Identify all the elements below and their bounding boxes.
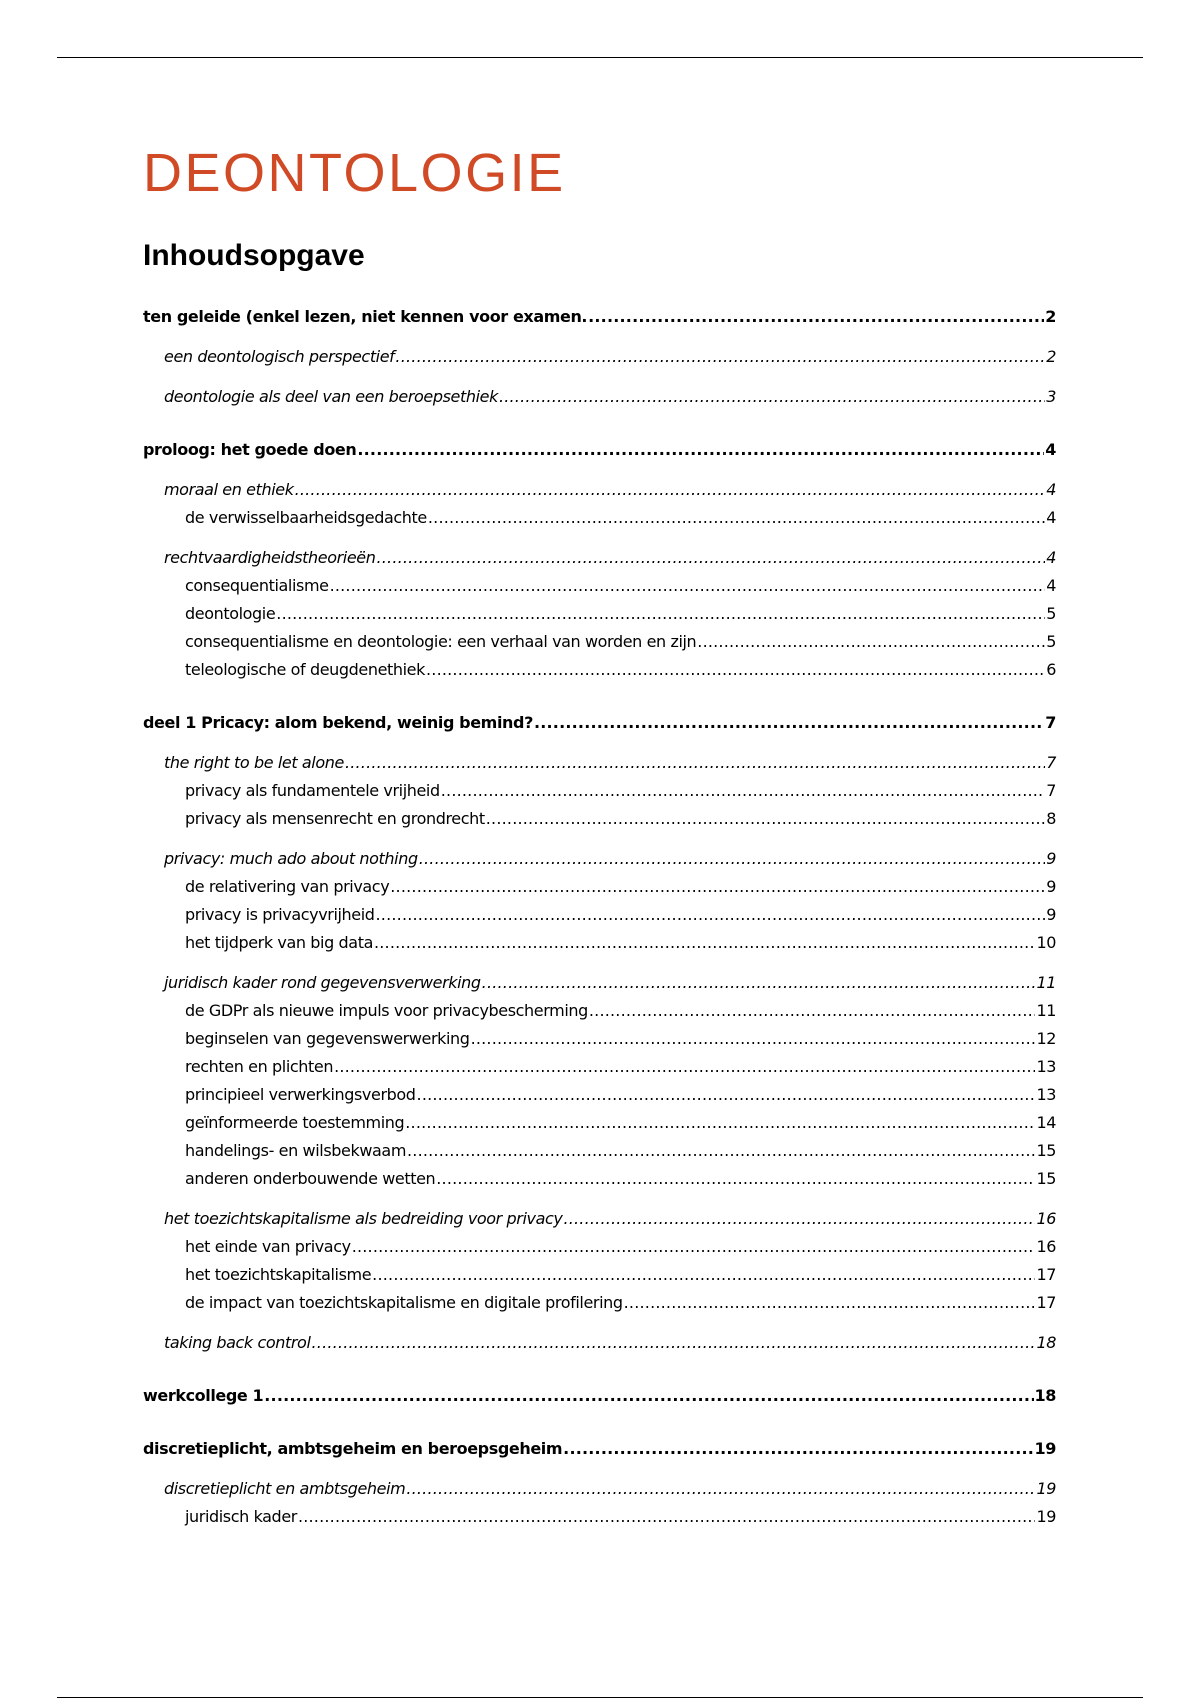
toc-dot-leader [298,1504,1035,1530]
toc-entry-title: moraal en ethiek [164,480,294,499]
toc-entry-title: de impact van toezichtskapitalisme en digitale profilering [185,1293,623,1312]
toc-entry-page-number: 4 [1046,576,1056,595]
toc-entry-page-number: 11 [1036,973,1056,992]
toc-entry-title: rechten en plichten [185,1057,334,1076]
toc-dot-leader [345,750,1045,776]
toc-dot-leader [264,1383,1033,1409]
toc-dot-leader [276,601,1045,627]
toc-entry[interactable] [185,573,1056,599]
toc-entry-page-number: 9 [1046,877,1056,896]
toc-entry-title: the right to be let alone [164,753,344,772]
toc-dot-leader [482,970,1036,996]
toc-dot-leader [376,902,1046,928]
toc-entry[interactable] [164,477,1056,503]
toc-entry-title: privacy is privacyvrijheid [185,905,375,924]
toc-entry-page-number: 15 [1036,1169,1056,1188]
toc-entry[interactable] [143,304,1056,330]
toc-entry-page-number: 18 [1034,1386,1056,1405]
toc-entry[interactable] [185,902,1056,928]
toc-dot-leader [372,1262,1035,1288]
toc-entry-title: discretieplicht en ambtsgeheim [164,1479,406,1498]
toc-entry[interactable] [185,657,1056,683]
toc-entry-title: ten geleide (enkel lezen, niet kennen voor examen. [143,307,588,326]
toc-entry-page-number: 11 [1036,1001,1056,1020]
toc-entry-page-number: 10 [1036,933,1056,952]
toc-entry[interactable] [185,1054,1056,1080]
toc-dot-leader [376,545,1045,571]
toc-entry-title: anderen onderbouwende wetten [185,1169,436,1188]
toc-dot-leader [624,1290,1036,1316]
toc-dot-leader [330,573,1046,599]
toc-entry-title: het toezichtskapitalisme [185,1265,372,1284]
toc-entry[interactable] [185,1262,1056,1288]
toc-entry[interactable] [185,601,1056,627]
toc-entry[interactable] [185,998,1056,1024]
toc-entry[interactable] [185,1504,1056,1530]
toc-entry-page-number: 13 [1036,1085,1056,1104]
toc-entry-page-number: 4 [1046,480,1056,499]
toc-entry-page-number: 12 [1036,1029,1056,1048]
toc-entry[interactable] [185,1234,1056,1260]
toc-entry[interactable] [164,750,1056,776]
toc-entry[interactable] [164,970,1056,996]
toc-dot-leader [357,437,1044,463]
toc-entry[interactable] [164,545,1056,571]
toc-entry-page-number: 3 [1046,387,1056,406]
toc-entry-title: de relativering van privacy [185,877,390,896]
toc-dot-leader [334,1054,1035,1080]
toc-entry-page-number: 5 [1046,604,1056,623]
toc-entry-page-number: 6 [1046,660,1056,679]
toc-entry-page-number: 17 [1036,1265,1056,1284]
header-rule [57,57,1143,58]
toc-entry-title: taking back control [164,1333,311,1352]
toc-entry-page-number: 5 [1046,632,1056,651]
toc-entry-title: proloog: het goede doen [143,440,357,459]
toc-entry-title: werkcollege 1 [143,1386,264,1405]
footer-rule [57,1697,1143,1698]
toc-entry-title: deontologie als deel van een beroepsethiek [164,387,498,406]
toc-dot-leader [428,505,1045,531]
toc-entry[interactable] [185,778,1056,804]
toc-entry[interactable] [185,874,1056,900]
toc-dot-leader [395,344,1045,370]
toc-entry-title: principieel verwerkingsverbod [185,1085,416,1104]
toc-entry-title: rechtvaardigheidstheorieën [164,548,376,567]
toc-entry[interactable] [185,1138,1056,1164]
toc-dot-leader [426,657,1045,683]
toc-dot-leader [441,778,1045,804]
toc-dot-leader [405,1110,1035,1136]
toc-entry-page-number: 7 [1046,781,1056,800]
toc-dot-leader [471,1026,1036,1052]
toc-dot-leader [312,1330,1036,1356]
toc-entry[interactable] [164,384,1056,410]
toc-dot-leader [589,998,1036,1024]
toc-dot-leader [563,1436,1033,1462]
toc-entry[interactable] [143,710,1056,736]
toc-dot-leader [534,710,1044,736]
document-title: DEONTOLOGIE [143,143,566,203]
toc-entry-page-number: 9 [1046,905,1056,924]
toc-entry-page-number: 8 [1046,809,1056,828]
toc-dot-leader [295,477,1046,503]
toc-entry-title: consequentialisme en deontologie: een verhaal van worden en zijn [185,632,697,651]
toc-entry-title: het einde van privacy [185,1237,351,1256]
toc-dot-leader [406,1476,1035,1502]
toc-dot-leader [407,1138,1035,1164]
toc-entry-title: teleologische of deugdenethiek [185,660,425,679]
toc-entry-page-number: 4 [1046,548,1056,567]
toc-entry-title: de verwisselbaarheidsgedachte [185,508,427,527]
toc-dot-leader [563,1206,1035,1232]
toc-entry[interactable] [164,344,1056,370]
toc-entry[interactable] [185,930,1056,956]
toc-entry-title: handelings- en wilsbekwaam [185,1141,406,1160]
toc-entry-page-number: 7 [1046,753,1056,772]
toc-entry[interactable] [185,806,1056,832]
toc-dot-leader [390,874,1045,900]
toc-dot-leader [486,806,1045,832]
toc-entry-page-number: 14 [1036,1113,1056,1132]
toc-entry-page-number: 17 [1036,1293,1056,1312]
toc-entry-title: een deontologisch perspectief [164,347,395,366]
toc-entry-page-number: 2 [1045,307,1056,326]
toc-entry-title: juridisch kader rond gegevensverwerking [164,973,481,992]
toc-entry-page-number: 9 [1046,849,1056,868]
toc-dot-leader [499,384,1045,410]
toc-entry-title: het toezichtskapitalisme als bedreiding voor privacy [164,1209,563,1228]
toc-entry[interactable] [185,629,1056,655]
toc-entry[interactable] [164,1476,1056,1502]
toc-entry[interactable] [185,1082,1056,1108]
toc-entry[interactable] [185,1166,1056,1192]
toc-heading: Inhoudsopgave [143,239,365,272]
toc-entry[interactable] [143,437,1056,463]
toc-entry[interactable] [185,1290,1056,1316]
toc-entry[interactable] [185,1026,1056,1052]
toc-dot-leader [436,1166,1035,1192]
toc-entry[interactable] [143,1383,1056,1409]
toc-entry-page-number: 19 [1034,1439,1056,1458]
toc-entry-page-number: 18 [1036,1333,1056,1352]
toc-entry-title: deel 1 Pricacy: alom bekend, weinig bemind? [143,713,533,732]
toc-entry[interactable] [143,1436,1056,1462]
toc-entry-page-number: 16 [1036,1237,1056,1256]
toc-entry-title: juridisch kader [185,1507,297,1526]
toc-entry-page-number: 2 [1046,347,1056,366]
toc-entry-title: privacy als mensenrecht en grondrecht [185,809,485,828]
toc-dot-leader [697,629,1045,655]
toc-entry-page-number: 13 [1036,1057,1056,1076]
toc-dot-leader [419,846,1046,872]
toc-dot-leader [588,304,1044,330]
toc-entry-title: het tijdperk van big data [185,933,373,952]
toc-entry-page-number: 19 [1036,1507,1056,1526]
toc-entry[interactable] [164,846,1056,872]
toc-entry-page-number: 7 [1045,713,1056,732]
toc-entry[interactable] [185,505,1056,531]
toc-entry-page-number: 16 [1036,1209,1056,1228]
toc-entry[interactable] [164,1206,1056,1232]
toc-entry-title: consequentialisme [185,576,329,595]
toc-entry-title: discretieplicht, ambtsgeheim en beroepsgeheim [143,1439,563,1458]
toc-entry-title: beginselen van gegevenswerwerking [185,1029,470,1048]
toc-dot-leader [374,930,1035,956]
toc-entry[interactable] [185,1110,1056,1136]
toc-dot-leader [352,1234,1036,1260]
toc-entry-title: privacy als fundamentele vrijheid [185,781,440,800]
toc-entry-title: deontologie [185,604,276,623]
toc-entry-title: privacy: much ado about nothing [164,849,418,868]
toc-entry-page-number: 4 [1046,508,1056,527]
toc-entry-page-number: 15 [1036,1141,1056,1160]
toc-entry-title: de GDPr als nieuwe impuls voor privacybescherming [185,1001,588,1020]
toc-entry[interactable] [164,1330,1056,1356]
toc-dot-leader [417,1082,1036,1108]
toc-entry-page-number: 19 [1036,1479,1056,1498]
toc-entry-title: geïnformeerde toestemming [185,1113,405,1132]
toc-entry-page-number: 4 [1045,440,1056,459]
